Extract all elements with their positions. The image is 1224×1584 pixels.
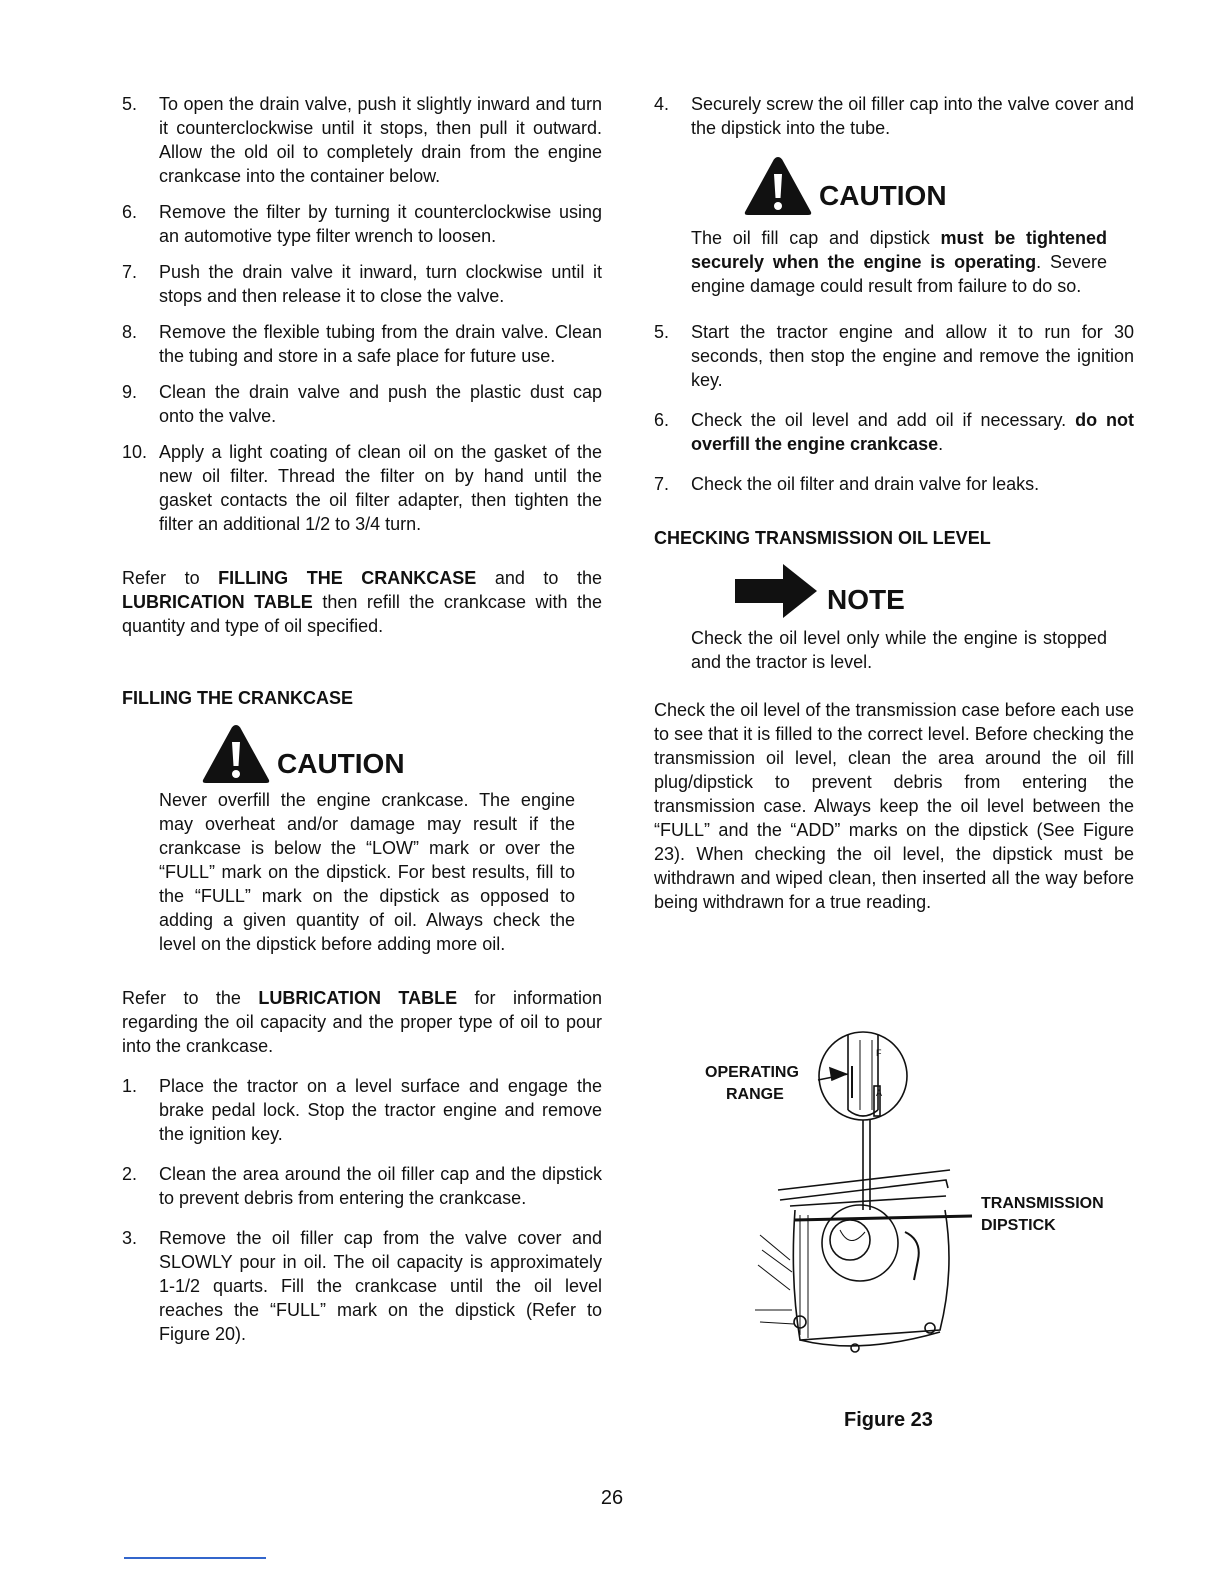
caution-block bbox=[691, 152, 1134, 298]
caution-badge: CAUTION bbox=[201, 720, 602, 784]
transmission-label: TRANSMISSION bbox=[981, 1195, 1104, 1212]
footer-rule bbox=[124, 1557, 266, 1559]
list-item: 2. Clean the area around the oil filler cap and the dipstick to prevent debris from entering the crankcase. bbox=[122, 1164, 602, 1208]
warning-triangle-icon bbox=[743, 154, 813, 216]
list-item: 6. Check the oil level and add oil if necessary. do not overfill the engine crankcase. bbox=[654, 410, 1135, 454]
note-block bbox=[691, 560, 1134, 674]
list-item: 1. Place the tractor on a level surface and engage the brake pedal lock. Stop the tractor engine and remove the ignition key. bbox=[122, 1076, 602, 1144]
list-item: 9. Clean the drain valve and push the plastic dust cap onto the valve. bbox=[122, 382, 602, 426]
refer-paragraph: Refer to FILLING THE CRANKCASE and to the LUBRICATION TABLE then refill the crankcase with the quantity and type of oil specified. bbox=[122, 568, 603, 636]
list-item: 8. Remove the flexible tubing from the drain valve. Clean the tubing and store in a safe place for future use. bbox=[122, 322, 602, 366]
list-item: 6. Remove the filter by turning it counterclockwise using an automotive type filter wrench to loosen. bbox=[122, 202, 602, 246]
list-item: 3. Remove the oil filler cap from the valve cover and SLOWLY pour in oil. The oil capacity is approximately 1-1/2 quarts. Fill the crankcase until the oil level reaches the “FULL” mark on the dipstick (Refer to Figure 20). bbox=[122, 1228, 602, 1344]
list-item: 10. Apply a light coating of clean oil on the gasket of the new oil filter. Thread the filter on by hand until the gasket contacts the oil filter adapter, then tighten the filter an additional 1/2 to 3/4 turn. bbox=[122, 442, 602, 534]
list-item: 4. Securely screw the oil filler cap into the valve cover and the dipstick into the tube. bbox=[654, 94, 1134, 138]
section-heading: CHECKING TRANSMISSION OIL LEVEL bbox=[654, 528, 991, 548]
operating-label: OPERATING bbox=[705, 1064, 799, 1081]
section-heading: FILLING THE CRANKCASE bbox=[122, 688, 353, 708]
list-item: 5. Start the tractor engine and allow it to run for 30 seconds, then stop the engine and remove the ignition key. bbox=[654, 322, 1134, 390]
caution-badge: CAUTION bbox=[743, 152, 1134, 216]
full-mark: F bbox=[876, 1048, 882, 1058]
add-mark: A bbox=[876, 1088, 883, 1098]
figure-caption: Figure 23 bbox=[844, 1409, 933, 1431]
note-badge: NOTE bbox=[733, 560, 1134, 620]
caution-block bbox=[159, 720, 602, 956]
dipstick-label: DIPSTICK bbox=[981, 1217, 1056, 1234]
list-item: 5. To open the drain valve, push it slightly inward and turn it counterclockwise until it stops, then pull it outward. Allow the old oil to completely drain from the engine crankcase into the container below. bbox=[122, 94, 602, 186]
caution-text: The oil fill cap and dipstick must be tightened securely when the engine is operating. Severe engine damage could result from failure to do so. bbox=[691, 228, 1107, 296]
figure-23 bbox=[700, 1010, 1140, 1450]
warning-triangle-icon bbox=[201, 722, 271, 784]
range-label: RANGE bbox=[726, 1086, 784, 1103]
body-paragraph: Check the oil level of the transmission case before each use to see that it is filled to the correct level. Before checking the transmission oil level, clean the area around the oil fill plug/dipstick to prevent debris from entering the transmission case. Always keep the oil level between the “FULL” and the “ADD” marks on the dipstick (See Figure 23). When checking the oil level, the dipstick must be withdrawn and wiped clean, then inserted all the way before being withdrawn for a true reading. bbox=[654, 700, 1134, 912]
note-text: Check the oil level only while the engine is stopped and the tractor is level. bbox=[691, 628, 1107, 672]
arrow-right-icon bbox=[733, 562, 819, 620]
list-item: 7. Push the drain valve it inward, turn clockwise until it stops and then release it to close the valve. bbox=[122, 262, 602, 306]
caution-text: Never overfill the engine crankcase. The engine may overheat and/or damage may result if the crankcase is below the “LOW” mark or over the “FULL” mark on the dipstick. For best results, fill to the “FULL” mark on the dipstick as opposed to adding a given quantity of oil. Always check the level on the dipstick before adding more oil. bbox=[159, 790, 575, 954]
right-column bbox=[654, 92, 1134, 914]
left-column bbox=[122, 92, 602, 1358]
refer-paragraph: Refer to the LUBRICATION TABLE for information regarding the oil capacity and the proper type of oil to pour into the crankcase. bbox=[122, 988, 602, 1056]
list-item: 7. Check the oil filter and drain valve for leaks. bbox=[654, 474, 1040, 494]
page-number: 26 bbox=[600, 1487, 624, 1509]
numbered-list bbox=[122, 1074, 602, 1346]
